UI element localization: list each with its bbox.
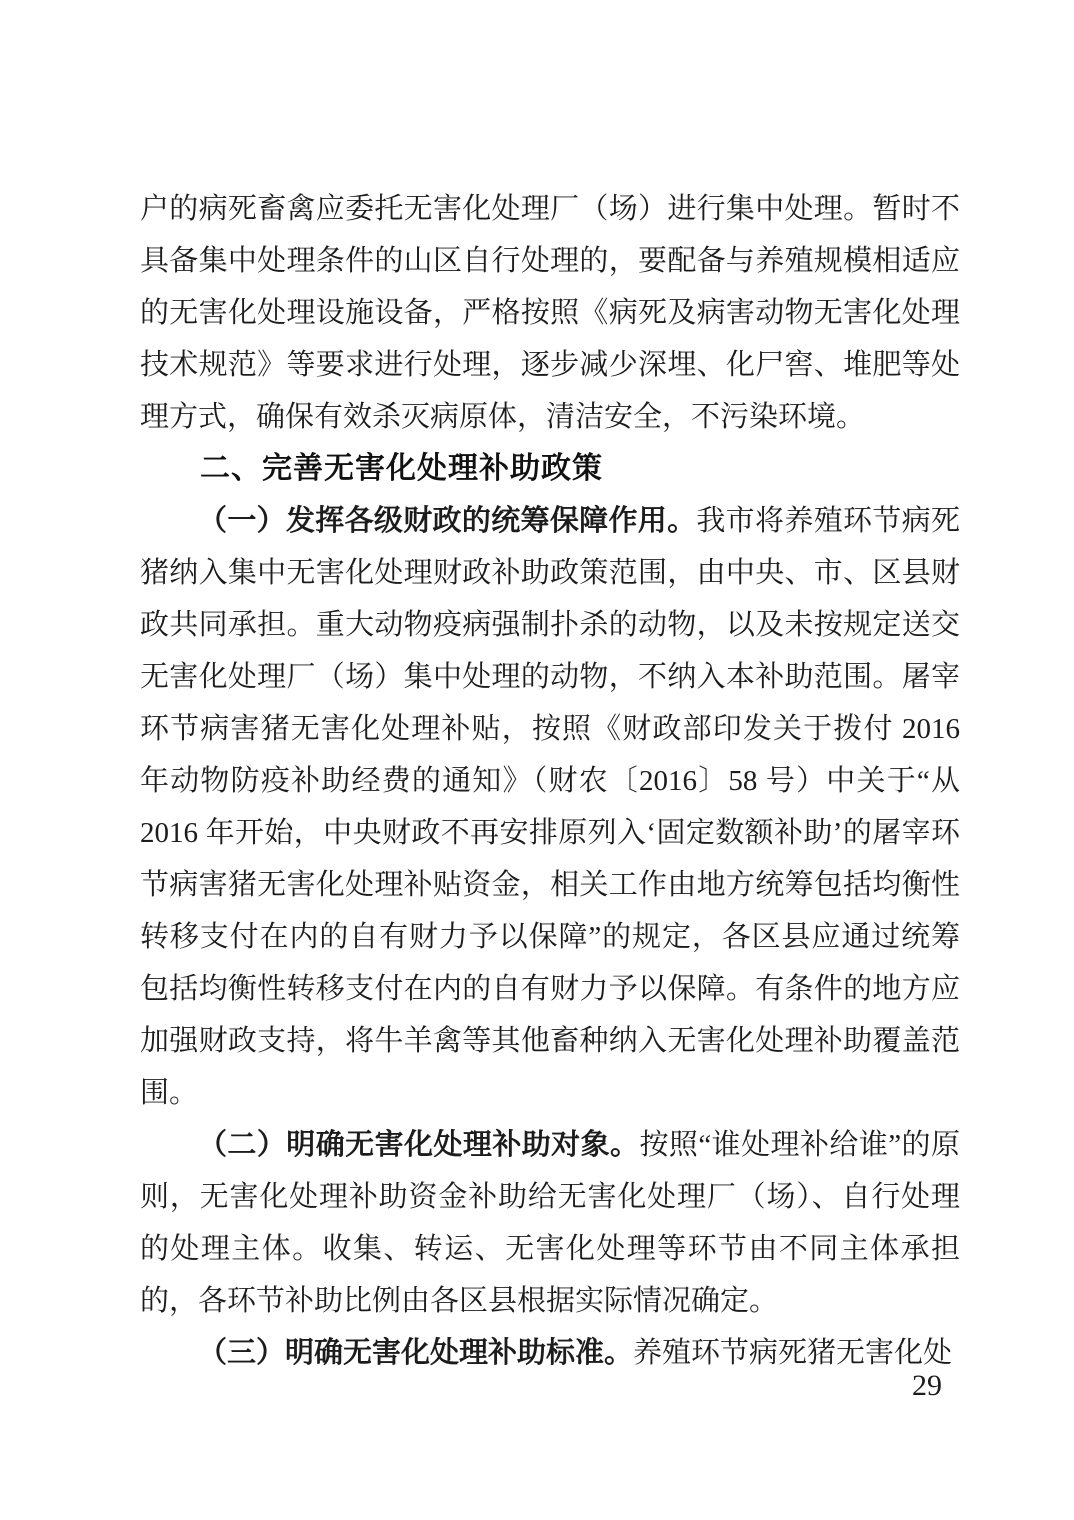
page-number: 29: [912, 1369, 942, 1402]
paragraph-item-3: [140, 1327, 960, 1379]
paragraph-lead: （二）明确无害化处理补助对象。: [198, 1129, 640, 1161]
paragraph-lead: （一）发挥各级财政的统筹保障作用。: [198, 505, 697, 537]
paragraph-item-1: [140, 495, 960, 1119]
paragraph-continuation: 户的病死畜禽应委托无害化处理厂（场）进行集中处理。暂时不具备集中处理条件的山区自行处理的，要配备与养殖规模相适应的无害化处理设施设备，严格按照《病死及病害动物无害化处理技术规范》等要求进行处理，逐步减少深埋、化尸窖、堆肥等处理方式，确保有效杀灭病原体，清洁安全，不污染环境。: [140, 193, 960, 433]
section-heading: 二、完善无害化处理补助政策: [200, 452, 603, 485]
paragraph-item-2: [140, 1119, 960, 1327]
document-content: [140, 183, 960, 1379]
paragraph-text: 按照“谁处理补给谁”的原则，无害化处理补助资金补助给无害化处理厂（场）、自行处理的处理主体。收集、转运、无害化处理等环节由不同主体承担的，各环节补助比例由各区县根据实际情况确定。: [140, 1129, 960, 1317]
paragraph-text: 我市将养殖环节病死猪纳入集中无害化处理财政补助政策范围，由中央、市、区县财政共同承担。重大动物疫病强制扑杀的动物，以及未按规定送交无害化处理厂（场）集中处理的动物，不纳入本补助范围。屠宰环节病害猪无害化处理补贴，按照《财政部印发关于拨付 2016 年动物防疫补助经费的通知》（财农〔2016〕58 号）中关于“从 2016 年开始，中央财政不再安排原列入‘固定数额补助’的屠宰环节病害猪无害化处理补贴资金，相关工作由地方统筹包括均衡性转移支付在内的自有财力予以保障”的规定，各区县应通过统筹包括均衡性转移支付在内的自有财力予以保障。有条件的地方应加强财政支持，将牛羊禽等其他畜种纳入无害化处理补助覆盖范围。: [140, 505, 960, 1109]
paragraph-text: 养殖环节病死猪无害化处: [633, 1337, 953, 1369]
paragraph-lead: （三）明确无害化处理补助标准。: [198, 1337, 634, 1369]
